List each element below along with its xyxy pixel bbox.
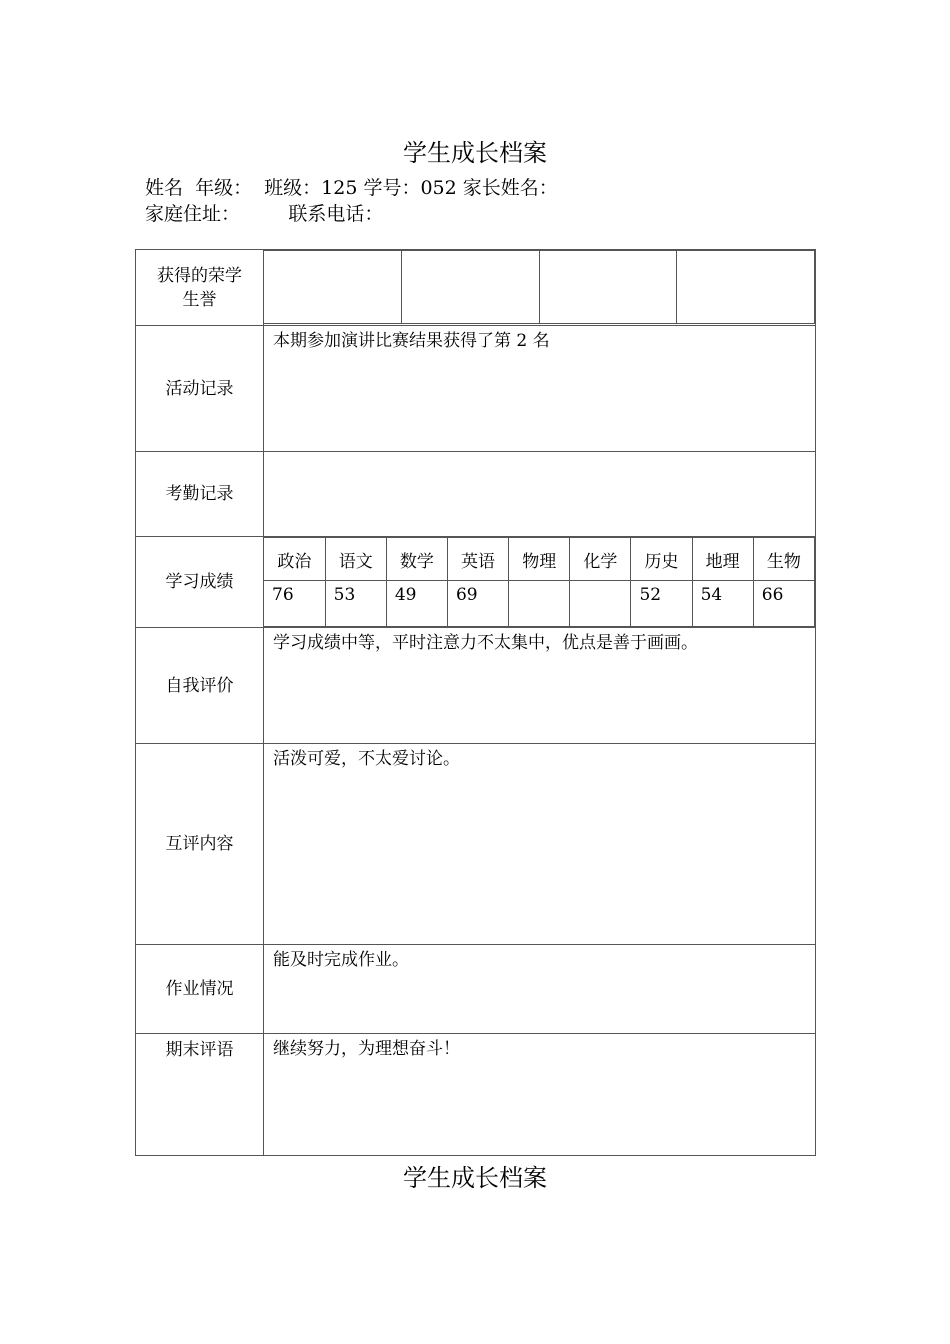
score-cell <box>570 581 631 627</box>
label-activity: 活动记录 <box>136 326 264 452</box>
score-cell: 53 <box>325 581 386 627</box>
row-self-eval <box>136 628 816 744</box>
row-homework <box>136 945 816 1034</box>
subject-header: 物理 <box>509 538 570 581</box>
subject-header: 地理 <box>692 538 753 581</box>
growth-record-table <box>135 249 816 1156</box>
honor-cell <box>402 251 540 324</box>
row-honors <box>136 250 816 326</box>
scores-table <box>264 537 815 627</box>
next-page-title: 学生成长档案 <box>403 1164 547 1192</box>
honor-cell <box>539 251 677 324</box>
page-title: 学生成长档案 <box>403 139 547 167</box>
subject-header: 政治 <box>264 538 325 581</box>
score-cell <box>509 581 570 627</box>
row-final-comment <box>136 1034 816 1156</box>
subject-header: 化学 <box>570 538 631 581</box>
honor-cell <box>264 251 402 324</box>
row-activity <box>136 326 816 452</box>
activity-content: 本期参加演讲比赛结果获得了第 2 名 <box>264 326 816 452</box>
subject-header: 生物 <box>753 538 814 581</box>
honor-cell <box>677 251 815 324</box>
score-cell: 54 <box>692 581 753 627</box>
subject-header: 英语 <box>447 538 508 581</box>
score-cell: 66 <box>753 581 814 627</box>
student-info-line-2: 家庭住址： 联系电话： <box>145 203 384 225</box>
grades-table-cell <box>264 537 816 628</box>
student-info-line-1: 姓名 年级： 班级：125 学号：052 家长姓名： <box>145 177 558 199</box>
row-attendance <box>136 452 816 537</box>
row-grades <box>136 537 816 628</box>
label-self-eval: 自我评价 <box>136 628 264 744</box>
score-cell: 76 <box>264 581 325 627</box>
subject-header: 历史 <box>631 538 692 581</box>
row-peer-eval <box>136 744 816 945</box>
homework-content: 能及时完成作业。 <box>264 945 816 1034</box>
label-grades: 学习成绩 <box>136 537 264 628</box>
label-honors-text: 获得的荣学生誉 <box>157 265 242 310</box>
label-final-comment: 期末评语 <box>136 1034 264 1156</box>
label-attendance: 考勤记录 <box>136 452 264 537</box>
attendance-content <box>264 452 816 537</box>
score-cell: 49 <box>386 581 447 627</box>
subject-header: 数学 <box>386 538 447 581</box>
score-cell: 52 <box>631 581 692 627</box>
final-comment-content: 继续努力，为理想奋斗！ <box>264 1034 816 1156</box>
label-honors <box>136 250 264 326</box>
peer-eval-content: 活泼可爱，不太爱讨论。 <box>264 744 816 945</box>
score-cell: 69 <box>447 581 508 627</box>
honors-cells <box>264 250 816 326</box>
label-peer-eval: 互评内容 <box>136 744 264 945</box>
label-homework: 作业情况 <box>136 945 264 1034</box>
subject-header: 语文 <box>325 538 386 581</box>
self-eval-content: 学习成绩中等，平时注意力不太集中，优点是善于画画。 <box>264 628 816 744</box>
